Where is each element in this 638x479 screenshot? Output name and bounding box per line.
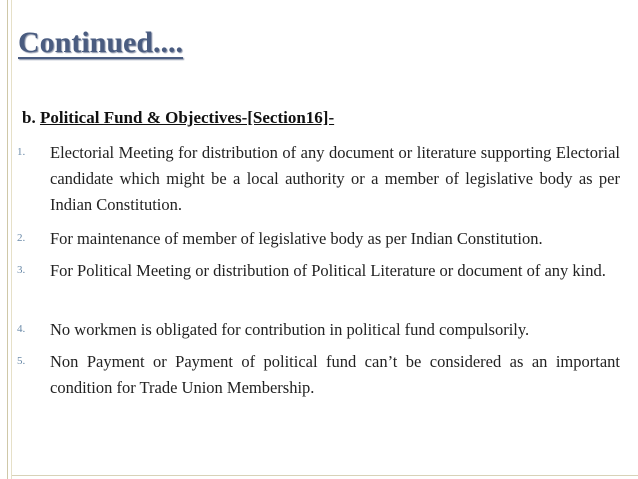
list-item-text: Non Payment or Payment of political fund can’t be considered as an important condition for Trade Union Membership. xyxy=(50,352,620,397)
bottom-border-line xyxy=(12,475,638,476)
list-item-text: For Political Meeting or distribution of Political Literature or document of any kind. xyxy=(50,261,606,280)
slide-title: Continued.... xyxy=(18,26,184,59)
list-item-text: Electorial Meeting for distribution of any document or literature supporting Electorial candidate which might be a local authority or a member of legislative body as per Indian Constitution. xyxy=(50,143,620,214)
list-item-number: 1. xyxy=(17,146,26,158)
list-item-number: 3. xyxy=(17,264,26,276)
list-item-number: 4. xyxy=(17,323,26,335)
subheading-label: Political Fund & Objectives-[Section16]- xyxy=(39,108,335,127)
left-border-line-inner xyxy=(11,0,12,479)
section-subheading xyxy=(22,108,334,128)
list-item-number: 5. xyxy=(17,355,26,367)
list-item-text: No workmen is obligated for contribution in political fund compulsorily. xyxy=(50,320,530,339)
list-item-number: 2. xyxy=(17,232,26,244)
list-item-text: For maintenance of member of legislative body as per Indian Constitution. xyxy=(50,229,543,248)
subheading-prefix: b. xyxy=(22,108,36,127)
left-border-line xyxy=(7,0,8,479)
